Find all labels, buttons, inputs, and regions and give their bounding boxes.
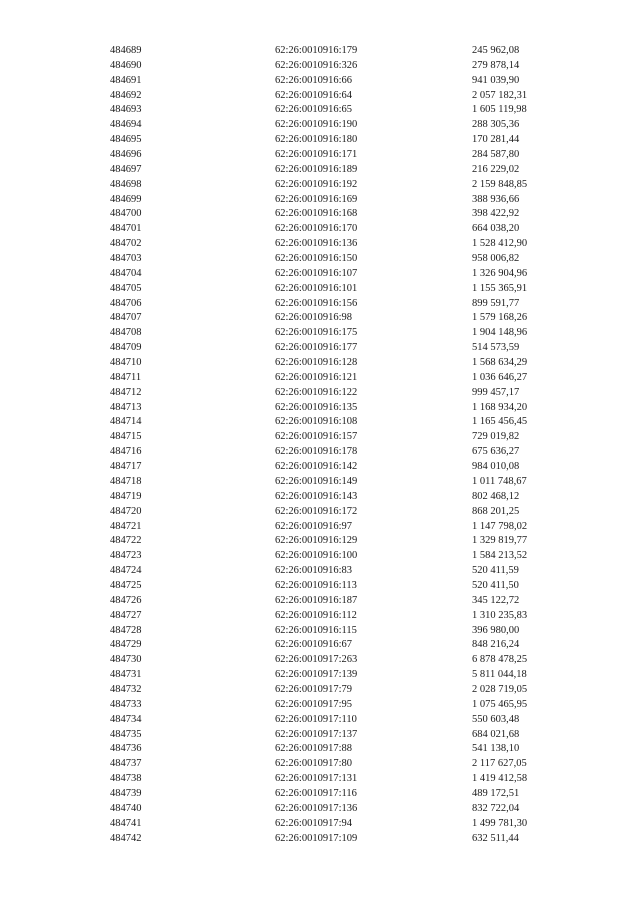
table-row [110,297,550,312]
row-number: 484699 [110,193,142,205]
cadastral-value: 1 168 934,20 [472,401,528,413]
cadastral-value: 1 528 412,90 [472,238,528,250]
cadastral-number: 62:26:0010916:100 [275,550,358,562]
cadastral-value: 958 006,82 [472,253,520,265]
row-number: 484706 [110,297,142,309]
cadastral-value-table [110,44,550,846]
row-number: 484715 [110,431,142,443]
cadastral-value: 550 603,48 [472,713,520,725]
cadastral-value: 1 036 646,27 [472,371,528,383]
cadastral-number: 62:26:0010916:97 [275,520,353,532]
cadastral-number: 62:26:0010917:139 [275,669,358,681]
cadastral-value: 1 326 904,96 [472,267,528,279]
cadastral-value: 288 305,36 [472,119,520,131]
cadastral-number: 62:26:0010916:115 [275,624,357,636]
cadastral-number: 62:26:0010916:187 [275,594,358,606]
cadastral-number: 62:26:0010916:65 [275,104,353,116]
row-number: 484704 [110,267,142,279]
cadastral-value: 345 122,72 [472,594,520,606]
row-number: 484735 [110,728,142,740]
cadastral-value: 868 201,25 [472,505,520,517]
row-number: 484710 [110,357,142,369]
cadastral-number: 62:26:0010916:121 [275,371,358,383]
table-row [110,415,550,430]
row-number: 484734 [110,713,142,725]
cadastral-number: 62:26:0010916:142 [275,461,358,473]
table-row [110,742,550,757]
cadastral-value: 632 511,44 [472,832,519,844]
row-number: 484709 [110,342,142,354]
table-row [110,163,550,178]
cadastral-number: 62:26:0010916:175 [275,327,358,339]
row-number: 484736 [110,743,142,755]
row-number: 484697 [110,163,142,175]
cadastral-number: 62:26:0010917:79 [275,683,353,695]
cadastral-number: 62:26:0010917:136 [275,802,358,814]
cadastral-value: 1 605 119,98 [472,104,527,116]
cadastral-number: 62:26:0010916:101 [275,282,358,294]
row-number: 484732 [110,683,142,695]
table-row [110,757,550,772]
table-row [110,44,550,59]
row-number: 484737 [110,758,142,770]
row-number: 484724 [110,565,142,577]
cadastral-value: 664 038,20 [472,223,520,235]
table-row [110,520,550,535]
cadastral-number: 62:26:0010916:156 [275,297,358,309]
cadastral-value: 1 904 148,96 [472,327,528,339]
cadastral-number: 62:26:0010916:64 [275,89,353,101]
row-number: 484717 [110,461,142,473]
row-number: 484729 [110,639,142,651]
cadastral-number: 62:26:0010916:171 [275,149,358,161]
cadastral-value: 1 419 412,58 [472,773,528,785]
cadastral-number: 62:26:0010917:137 [275,728,358,740]
table-row [110,475,550,490]
row-number: 484689 [110,45,142,56]
cadastral-value: 1 499 781,30 [472,817,528,829]
cadastral-value: 520 411,59 [472,565,519,577]
table-row [110,668,550,683]
cadastral-number: 62:26:0010917:263 [275,654,358,666]
cadastral-number: 62:26:0010916:169 [275,193,358,205]
row-number: 484718 [110,475,142,487]
row-number: 484695 [110,134,142,146]
cadastral-number: 62:26:0010916:128 [275,357,358,369]
cadastral-number: 62:26:0010916:189 [275,163,358,175]
cadastral-value: 1 011 748,67 [472,475,527,487]
row-number: 484726 [110,594,142,606]
cadastral-number: 62:26:0010917:95 [275,698,353,710]
table-row [110,564,550,579]
cadastral-value: 216 229,02 [472,163,520,175]
cadastral-number: 62:26:0010916:108 [275,416,358,428]
row-number: 484712 [110,386,142,398]
row-number: 484713 [110,401,142,413]
row-number: 484730 [110,654,142,666]
cadastral-number: 62:26:0010916:122 [275,386,358,398]
table-row [110,401,550,416]
table-row [110,549,550,564]
table-row [110,371,550,386]
cadastral-value: 832 722,04 [472,802,520,814]
table-row [110,505,550,520]
cadastral-number: 62:26:0010916:107 [275,267,358,279]
table-row [110,683,550,698]
table-row [110,624,550,639]
table-row [110,326,550,341]
row-number: 484711 [110,371,142,383]
cadastral-value: 398 422,92 [472,208,520,220]
cadastral-number: 62:26:0010916:177 [275,342,358,354]
cadastral-value: 520 411,50 [472,579,519,591]
cadastral-value: 396 980,00 [472,624,520,636]
row-number: 484716 [110,446,142,458]
cadastral-value: 284 587,80 [472,149,520,161]
cadastral-number: 62:26:0010916:135 [275,401,358,413]
cadastral-value: 2 028 719,05 [472,683,528,695]
table-row [110,445,550,460]
row-number: 484719 [110,490,142,502]
cadastral-value: 1 310 235,83 [472,609,528,621]
cadastral-value: 489 172,51 [472,787,520,799]
cadastral-number: 62:26:0010916:192 [275,178,358,190]
cadastral-number: 62:26:0010916:180 [275,134,358,146]
cadastral-value: 541 138,10 [472,743,520,755]
row-number: 484722 [110,535,142,547]
table-row [110,609,550,624]
table-row [110,193,550,208]
cadastral-number: 62:26:0010917:94 [275,817,353,829]
row-number: 484714 [110,416,142,428]
cadastral-number: 62:26:0010917:109 [275,832,358,844]
table-row [110,698,550,713]
cadastral-value: 941 039,90 [472,74,520,86]
cadastral-number: 62:26:0010916:98 [275,312,353,324]
table-row [110,356,550,371]
cadastral-value: 1 075 465,95 [472,698,528,710]
cadastral-number: 62:26:0010917:88 [275,743,353,755]
row-number: 484723 [110,550,142,562]
cadastral-number: 62:26:0010916:67 [275,639,353,651]
table-row [110,460,550,475]
row-number: 484702 [110,238,142,250]
cadastral-value: 5 811 044,18 [472,669,527,681]
table-row [110,802,550,817]
table-row [110,534,550,549]
cadastral-number: 62:26:0010917:116 [275,787,357,799]
cadastral-value: 684 021,68 [472,728,520,740]
table-row [110,832,550,847]
cadastral-number: 62:26:0010916:113 [275,579,357,591]
table-row [110,713,550,728]
row-number: 484696 [110,149,142,161]
cadastral-value: 984 010,08 [472,461,520,473]
cadastral-value: 1 329 819,77 [472,535,528,547]
cadastral-number: 62:26:0010916:83 [275,565,353,577]
cadastral-value: 1 579 168,26 [472,312,528,324]
table-row [110,103,550,118]
row-number: 484701 [110,223,142,235]
cadastral-number: 62:26:0010917:80 [275,758,353,770]
row-number: 484740 [110,802,142,814]
row-number: 484691 [110,74,142,86]
table-row [110,341,550,356]
table-row [110,74,550,89]
table-row [110,430,550,445]
row-number: 484742 [110,832,142,844]
row-number: 484731 [110,669,142,681]
cadastral-number: 62:26:0010916:168 [275,208,358,220]
cadastral-number: 62:26:0010916:157 [275,431,358,443]
table-row [110,89,550,104]
cadastral-number: 62:26:0010916:326 [275,59,358,71]
table-row [110,133,550,148]
cadastral-number: 62:26:0010916:112 [275,609,357,621]
cadastral-value: 170 281,44 [472,134,520,146]
table-row [110,817,550,832]
cadastral-number: 62:26:0010916:136 [275,238,358,250]
table-row [110,787,550,802]
cadastral-value: 999 457,17 [472,386,520,398]
row-number: 484741 [110,817,142,829]
row-number: 484721 [110,520,142,532]
cadastral-number: 62:26:0010916:190 [275,119,358,131]
row-number: 484693 [110,104,142,116]
cadastral-value: 675 636,27 [472,446,520,458]
row-number: 484692 [110,89,142,101]
table-row [110,490,550,505]
cadastral-number: 62:26:0010916:143 [275,490,358,502]
cadastral-value: 388 936,66 [472,193,520,205]
cadastral-number: 62:26:0010916:178 [275,446,358,458]
cadastral-number: 62:26:0010916:150 [275,253,358,265]
row-number: 484703 [110,253,142,265]
cadastral-value: 6 878 478,25 [472,654,528,666]
cadastral-value: 514 573,59 [472,342,520,354]
cadastral-value: 279 878,14 [472,59,520,71]
table-row [110,148,550,163]
table-row [110,267,550,282]
row-number: 484720 [110,505,142,517]
cadastral-value: 1 165 456,45 [472,416,528,428]
cadastral-number: 62:26:0010916:66 [275,74,353,86]
table-row [110,638,550,653]
cadastral-value: 729 019,82 [472,431,520,443]
row-number: 484708 [110,327,142,339]
cadastral-value: 2 159 848,85 [472,178,528,190]
row-number: 484700 [110,208,142,220]
table-row [110,178,550,193]
cadastral-value: 1 155 365,91 [472,282,528,294]
table-row [110,728,550,743]
row-number: 484728 [110,624,142,636]
row-number: 484705 [110,282,142,294]
table-row [110,653,550,668]
row-number: 484698 [110,178,142,190]
cadastral-value: 1 147 798,02 [472,520,528,532]
table-row [110,282,550,297]
table-row [110,386,550,401]
row-number: 484733 [110,698,142,710]
table-row [110,207,550,222]
row-number: 484707 [110,312,142,324]
cadastral-number: 62:26:0010916:170 [275,223,358,235]
table-row [110,222,550,237]
cadastral-value: 848 216,24 [472,639,520,651]
table-row [110,59,550,74]
cadastral-value: 2 117 627,05 [472,758,527,770]
cadastral-number: 62:26:0010916:149 [275,475,358,487]
row-number: 484738 [110,773,142,785]
cadastral-number: 62:26:0010916:172 [275,505,358,517]
row-number: 484739 [110,787,142,799]
row-number: 484690 [110,59,142,71]
row-number: 484727 [110,609,142,621]
cadastral-number: 62:26:0010917:131 [275,773,358,785]
table-row [110,772,550,787]
row-number: 484694 [110,119,142,131]
table-row [110,594,550,609]
cadastral-number: 62:26:0010916:179 [275,45,358,56]
cadastral-value: 1 584 213,52 [472,550,528,562]
cadastral-number: 62:26:0010917:110 [275,713,357,725]
table-row [110,252,550,267]
cadastral-value: 1 568 634,29 [472,357,528,369]
table-row [110,311,550,326]
table-row [110,579,550,594]
cadastral-value: 802 468,12 [472,490,520,502]
row-number: 484725 [110,579,142,591]
table-row [110,118,550,133]
cadastral-value: 899 591,77 [472,297,520,309]
cadastral-value: 2 057 182,31 [472,89,528,101]
cadastral-number: 62:26:0010916:129 [275,535,358,547]
table-row [110,237,550,252]
cadastral-value: 245 962,08 [472,45,520,56]
